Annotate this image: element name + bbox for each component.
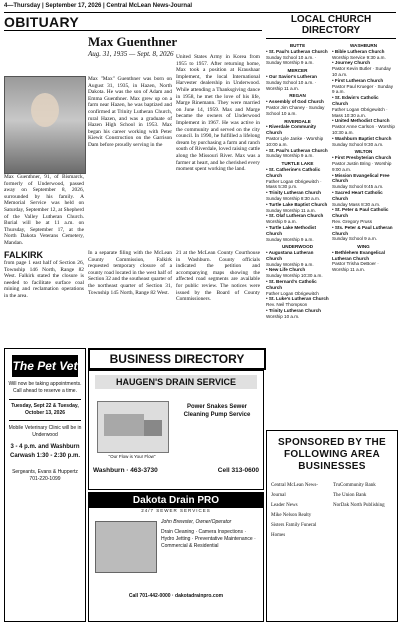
church-info: Pastor Trisha DeBoer · Worship 11 a.m. bbox=[332, 261, 379, 273]
church-info: Sunday School 10 a.m. · Sunday Worship 9 a.m. bbox=[266, 54, 317, 66]
haugen-phones bbox=[93, 467, 259, 474]
church-info: Sunday Worship 9 a.m. bbox=[266, 236, 314, 242]
church-info: Father Logan Obrigewitch · Mass 5:30 p.m. bbox=[266, 178, 322, 190]
sponsor-column-1 bbox=[271, 481, 331, 541]
church-name: • Turtle Lake Methodist Church bbox=[266, 224, 317, 236]
church-info: Pastor Anne Carlson · Worship 10:30 a.m. bbox=[332, 124, 395, 135]
church-columns bbox=[266, 41, 396, 443]
church-info: Sunday School 9:30 a.m. bbox=[332, 141, 384, 147]
church-name: • Augustana Lutheran Church bbox=[266, 250, 314, 261]
obituary-text-left: Max Guenthner, 91, of Bismarck, formerly of Underwood, passed away on September 8, 2026, surrounded by his family. A Memorial Service was held on Saturday, September 12, at Shepherd of the Valley Lutheran Church. Burial will be at 11 a.m. on Thursday, September 17, at the North Dakota Veterans Cemetery, Mandan. bbox=[4, 174, 84, 246]
church-name: • Journey Church bbox=[332, 60, 371, 66]
petvet-logo: The Pet Vet bbox=[12, 355, 78, 377]
haugen-phone-1: Washburn · 463-3730 bbox=[93, 467, 158, 474]
obituary-text-middle: Max "Max" Guenthner was born on August 31, 1935, in Hazen, North Dakota. He was the son of Adam and Emma Guenthner. Max grew up on a farm near Hazen, he was baptized and confirmed at Trinity Lutheran Church, rural Hazen, and was a graduate of Hazen High School in 1953. Max began his career working with Peter Kiewit Construction on the Garrison Dam before proudly serving in the bbox=[88, 76, 172, 148]
church-name: • St. Edwin's Catholic Church bbox=[332, 95, 379, 106]
church-info: Worship 10 a.m. bbox=[266, 313, 300, 319]
church-info: Sunday Worship 9 a.m. bbox=[266, 153, 314, 159]
church-name: • St. Luke's Lutheran Church bbox=[266, 296, 329, 302]
church-name: • St. Paul's Lutheran Church bbox=[266, 48, 328, 54]
dakota-owner: John Brewster, Owner/Operator bbox=[161, 519, 232, 525]
dakota-subtitle: 24/7 SEWER SERVICES bbox=[141, 508, 211, 513]
church-name: • Washburn Baptist Church bbox=[332, 135, 392, 141]
church-name: • Our Savior's Lutheran bbox=[266, 73, 317, 79]
church-town: BUTTE bbox=[289, 43, 306, 48]
obituary-section-title: OBITUARY bbox=[4, 14, 262, 31]
sponsor-box bbox=[266, 430, 398, 622]
church-info: Sunday School 9:45 a.m. bbox=[332, 184, 384, 190]
church-info: Pastor Paul Krueger · Sunday 9 a.m. bbox=[332, 83, 394, 95]
church-name: • Sacred Heart Catholic Church bbox=[332, 189, 383, 201]
haugen-ad bbox=[88, 370, 264, 490]
church-name: • Riverdale Community Church bbox=[266, 124, 317, 136]
petvet-tagline: Will now be taking appointments. Call ahead to reserve a time. bbox=[8, 381, 82, 394]
church-info: Sunday Worship 11 a.m. bbox=[266, 207, 316, 213]
church-info: Sunday School 10 a.m. · Worship 11 a.m. bbox=[266, 79, 317, 91]
petvet-note: Mobile Veterinary Clinic will be in Underwood bbox=[8, 425, 82, 438]
page-header: 4—Thursday | September 17, 2026 | Central McLean News-Journal bbox=[4, 2, 396, 13]
church-info: Sunday School 9 a.m. bbox=[332, 236, 377, 242]
dakota-drain-ad bbox=[88, 492, 264, 622]
falkirk-text-2: In a separate filing with the McLean County Commission, Falkirk requested temporary closure of a county road located in the west half of Section 32 and the southeast quarter of the northeast quarter of Section 31, Township 145 North, Range 82 West. bbox=[88, 250, 172, 296]
church-name: • Mission Evangelical Free Church bbox=[332, 172, 390, 184]
church-info: Worship 9 a.m. bbox=[266, 219, 297, 225]
left-column bbox=[4, 14, 262, 610]
church-name: • First Lutheran Church bbox=[332, 77, 384, 83]
church-info: Pastor Justin Bring · Worship 9:00 a.m. bbox=[332, 160, 392, 172]
petvet-dates: Tuesday, Sept 22 & Tuesday, October 13, 2026 bbox=[9, 399, 81, 421]
church-town: UNDERWOOD bbox=[281, 244, 314, 250]
sponsor-business: Mike Nelson Realty bbox=[271, 513, 312, 518]
sponsor-business: NorDak North Publishing bbox=[333, 503, 385, 508]
church-info: Pastor Jim Chaney · Sunday School 10 a.m. bbox=[266, 104, 325, 116]
business-directory-title: BUSINESS DIRECTORY bbox=[88, 348, 266, 370]
obituary-photo bbox=[4, 76, 86, 174]
church-name: • Bethlehem Evangelical Lutheran Church bbox=[332, 249, 385, 261]
sponsor-business: TruCommunity Bank bbox=[333, 483, 376, 488]
petvet-ad bbox=[4, 348, 86, 622]
sponsor-grid bbox=[267, 479, 397, 543]
petvet-times: 3 - 4 p.m. and Washburn Carwash 1:30 - 2:30 p.m. bbox=[9, 444, 81, 459]
sponsor-title: SPONSORED BY THE FOLLOWING AREA BUSINESSES bbox=[278, 437, 386, 472]
dakota-contact bbox=[161, 519, 259, 550]
dakota-services-list: Drain Cleaning · Camera Inspections · Hydro Jetting · Preventative Maintenance · Commercial & Residential bbox=[161, 529, 256, 549]
obituary-dates: Aug. 31, 1935 — Sept. 8, 2026 bbox=[88, 50, 174, 58]
church-name: • Sts. Peter & Paul Lutheran Church bbox=[332, 224, 393, 236]
church-name: • New Life Church bbox=[266, 267, 306, 273]
church-name: • St. Peter & Paul Catholic Church bbox=[332, 207, 389, 219]
right-column bbox=[266, 14, 396, 610]
dakota-title: Dakota Drain PRO bbox=[89, 493, 263, 508]
church-column-1 bbox=[266, 41, 329, 443]
church-town: WING bbox=[357, 244, 370, 250]
church-info: Sunday Worship 8:30 a.m. bbox=[266, 195, 321, 201]
obituary-name: Max Guenthner bbox=[88, 34, 178, 49]
haugen-title: HAUGEN'S DRAIN SERVICE bbox=[95, 375, 257, 389]
sponsor-business: Central McLean News-Journal bbox=[271, 483, 318, 498]
haugen-services: Power Snakes Sewer Cleaning Pump Service bbox=[183, 404, 251, 418]
sponsor-business: Leader News bbox=[271, 503, 298, 508]
church-town: WASHBURN bbox=[349, 43, 378, 48]
church-name: • St. Olaf Lutheran Church bbox=[266, 213, 324, 219]
church-info: Worship Service 9:30 a.m. bbox=[332, 54, 386, 60]
church-directory-title: LOCAL CHURCH DIRECTORY bbox=[266, 14, 396, 39]
church-name: • First Presbyterian Church bbox=[332, 155, 392, 161]
church-town: WILTON bbox=[354, 149, 373, 155]
haugen-slogan: "Our Flow is Your Flow" bbox=[108, 454, 156, 459]
church-info: Pastor Kevin Butler · Sunday 10 a.m. bbox=[332, 66, 391, 77]
church-name: • St. Catherine's Catholic Church bbox=[266, 166, 321, 178]
church-info: Pastor Lyle Janke · Worship 10:00 a.m. bbox=[266, 135, 324, 147]
church-info: Sunday Worship 9 a.m. bbox=[266, 261, 314, 267]
truck-image bbox=[97, 401, 169, 453]
church-name: • Trinity Lutheran Church bbox=[266, 190, 321, 196]
church-info: Rev. Gregory Pruss bbox=[332, 218, 372, 224]
sponsor-business: Sisters Family Funeral Homes bbox=[271, 523, 317, 538]
church-info: Father Logan Obrigewitch · Mass 10:30 a.m. bbox=[332, 106, 388, 118]
church-name: • Turtle Lake Baptist Church bbox=[266, 201, 328, 207]
haugen-phone-2: Cell 313-0600 bbox=[217, 467, 259, 474]
church-info: Father Logan Obrigewitch bbox=[266, 290, 319, 296]
church-name: • Trinity Lutheran Church bbox=[266, 308, 321, 314]
church-info: Sunday Worship 10:30 a.m. bbox=[266, 273, 323, 279]
obituary-text-right: United States Army in Korea from 1955 to 1957. After returning home, Max took a position at Kraushaar Implement, the local International Harvester dealership in Underwood. While attending a Thanksgiving dance in 1958, he met the love of his life, Marge Rinemann. They were married on June 14, 1959. Max and Marge became the owners of Underwood Implement in 1967. He was active in the community and served on the city council. In 1990, he fulfilled a lifelong dream by purchasing a farm and ranch south of Riverdale, loved raising cattle along the Missouri River. Max was a farmer at heart, and he cherished every moment spent working the land. bbox=[176, 54, 260, 173]
church-name: • St. Bernard's Catholic Church bbox=[266, 279, 317, 290]
church-name: • United Methodist Church bbox=[332, 118, 390, 124]
church-name: • St. Paul's Lutheran Church bbox=[266, 147, 328, 153]
church-name: • Assembly of God Church bbox=[266, 99, 324, 105]
church-town: REGAN bbox=[289, 93, 306, 99]
church-town: RIVERDALE bbox=[284, 118, 311, 124]
church-name: • Bible Lutheran Church bbox=[332, 48, 385, 54]
sponsor-business: The Union Bank bbox=[333, 493, 367, 498]
dakota-footer: Call 701-442-0000 · dakotadrainpro.com bbox=[128, 593, 224, 599]
sponsor-column-2 bbox=[333, 481, 393, 541]
falkirk-title: FALKIRK bbox=[4, 250, 43, 260]
church-town: TURTLE LAKE bbox=[281, 161, 314, 167]
church-info: Rev. Neil Thompson bbox=[266, 302, 308, 308]
church-town: MERCER bbox=[287, 68, 308, 74]
church-column-2 bbox=[332, 41, 395, 443]
falkirk-text-1: from page 1 east half of Section 26, Township 146 North, Range 82 West. Falkirk stated the closure is needed to facilitate surface coal mining and reclamation operations in the area. bbox=[4, 260, 84, 299]
petvet-sponsors: Sergeants, Evans & Huppertz 701-220-1099 bbox=[12, 469, 78, 482]
falkirk-text-3: 21 at the McLean County Courthouse in Washburn. County officials indicated the petition and accompanying maps showing the affected road segments are available for public review. The notices were issued by the Board of County Commissioners. bbox=[176, 250, 260, 303]
church-info: Sunday Mass 8:30 a.m. bbox=[332, 201, 381, 207]
dakota-image bbox=[95, 521, 157, 573]
